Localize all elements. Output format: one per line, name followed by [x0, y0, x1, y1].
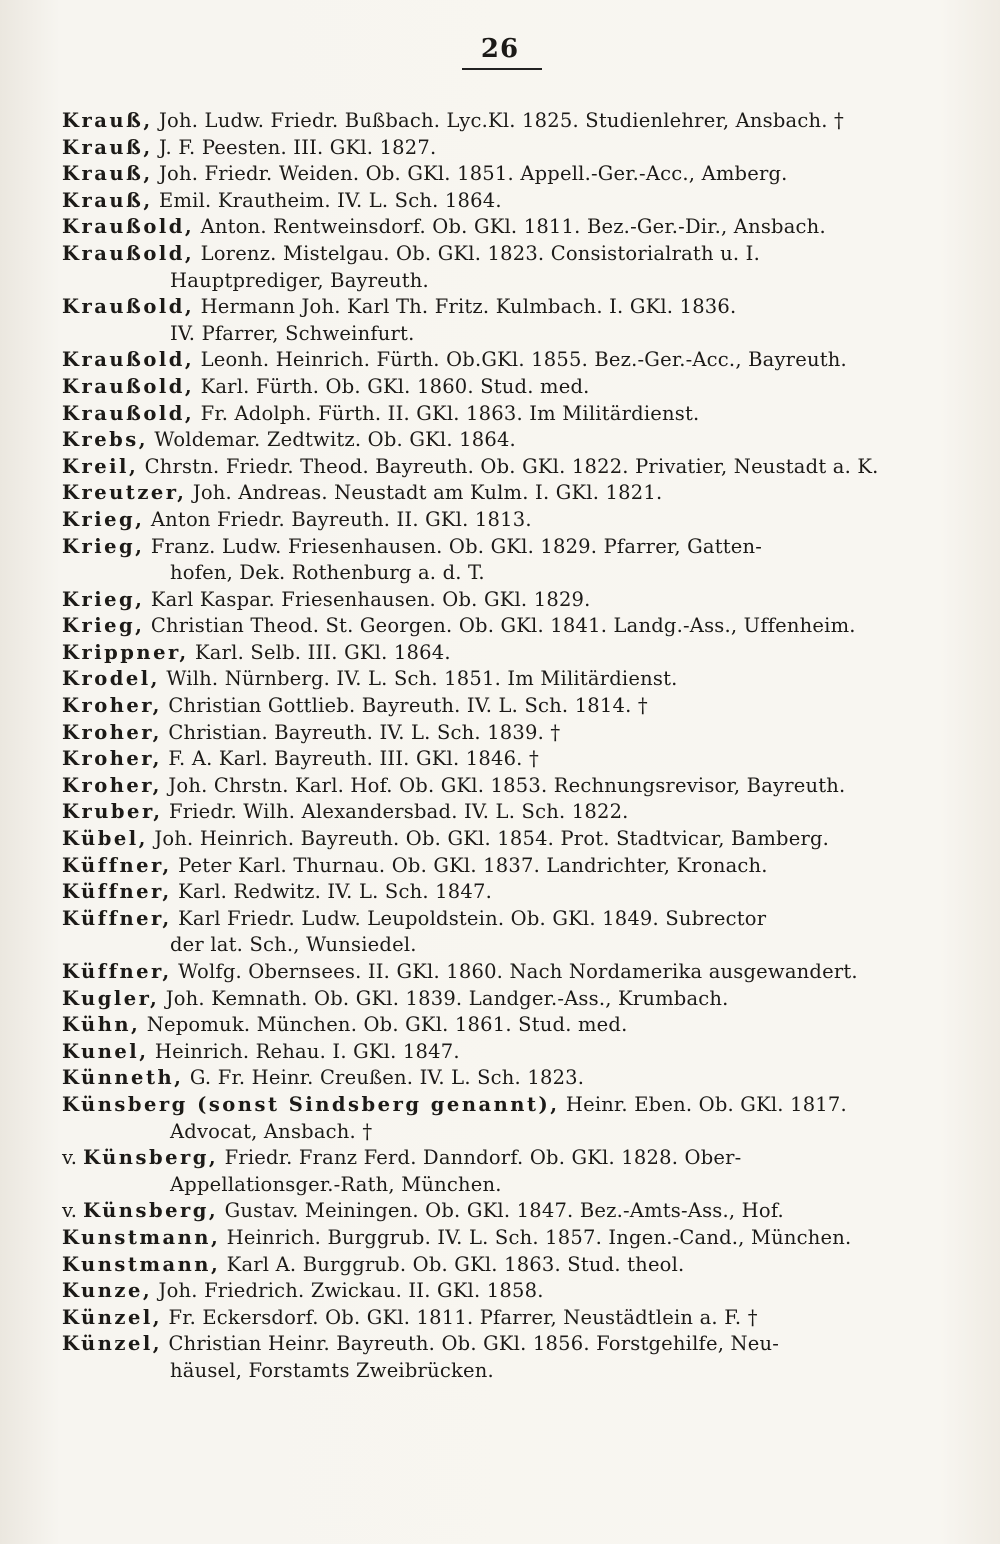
entry-surname: Künneth, — [62, 1066, 184, 1090]
register-entry — [62, 587, 942, 614]
register-entry — [62, 720, 942, 747]
entry-details: Heinrich. Burggrub. IV. L. Sch. 1857. Ingen.-Cand., München. — [220, 1225, 852, 1249]
entry-surname: Küffner, — [62, 960, 172, 983]
register-entry — [62, 799, 942, 826]
entry-continuation-text: Appellationsger.-Rath, München. — [170, 1172, 502, 1196]
entry-continuation-text: hofen, Dek. Rothenburg a. d. T. — [170, 561, 485, 585]
entry-surname: Kroher, — [62, 720, 162, 744]
entry-details: Joh. Andreas. Neustadt am Kulm. I. GKl. 1821. — [186, 481, 663, 505]
entry-details: Joh. Chrstn. Karl. Hof. Ob. GKl. 1853. Rechnungsrevisor, Bayreuth. — [161, 773, 846, 797]
register-entries — [62, 108, 942, 1385]
register-entry — [62, 613, 942, 640]
entry-details: Gustav. Meiningen. Ob. GKl. 1847. Bez.-Amts-Ass., Hof. — [218, 1199, 784, 1223]
entry-details: Peter Karl. Thurnau. Ob. GKl. 1837. Landrichter, Kronach. — [171, 853, 768, 877]
entry-details: Anton. Rentweinsdorf. Ob. GKl. 1811. Bez.-Ger.-Dir., Ansbach. — [194, 215, 826, 239]
register-entry — [62, 214, 942, 241]
entry-surname: Kraußold, — [62, 401, 195, 425]
entry-surname: Kraußold, — [62, 295, 195, 319]
entry-details: Christian Heinr. Bayreuth. Ob. GKl. 1856. Forstgehilfe, Neu- — [162, 1332, 780, 1356]
entry-details: Lorenz. Mistelgau. Ob. GKl. 1823. Consistorialrath u. I. — [194, 241, 760, 265]
entry-details: Franz. Ludw. Friesenhausen. Ob. GKl. 1829. Pfarrer, Gatten- — [144, 534, 763, 558]
register-entry — [62, 1331, 942, 1358]
entry-surname: Kraußold, — [62, 348, 195, 372]
entry-surname: Kruber, — [62, 800, 163, 824]
entry-surname: Kroher, — [62, 694, 162, 718]
entry-surname: Kunstmann, — [62, 1252, 221, 1276]
entry-prefix: v. — [62, 1199, 84, 1223]
register-entry — [62, 507, 942, 534]
register-entry — [62, 1145, 942, 1172]
register-entry — [62, 640, 942, 667]
register-entry — [62, 693, 942, 720]
entry-continuation-text: Hauptprediger, Bayreuth. — [170, 268, 429, 292]
entry-details: Friedr. Franz Ferd. Danndorf. Ob. GKl. 1828. Ober- — [218, 1146, 742, 1170]
entry-details: Christian Gottlieb. Bayreuth. IV. L. Sch. 1814. † — [161, 694, 648, 718]
entry-surname: Künzel, — [62, 1305, 163, 1329]
entry-details: Wilh. Nürnberg. IV. L. Sch. 1851. Im Militärdienst. — [159, 667, 678, 691]
register-entry-continuation — [62, 268, 942, 295]
entry-details: Fr. Eckersdorf. Ob. GKl. 1811. Pfarrer, Neustädtlein a. F. † — [162, 1305, 758, 1329]
entry-details: Hermann Joh. Karl Th. Fritz. Kulmbach. I. GKl. 1836. — [194, 295, 737, 319]
entry-details: Karl A. Burggrub. Ob. GKl. 1863. Stud. theol. — [220, 1252, 685, 1276]
entry-details: Joh. Heinrich. Bayreuth. Ob. GKl. 1854. Prot. Stadtvicar, Bamberg. — [147, 827, 830, 851]
register-entry — [62, 1039, 942, 1066]
register-entry — [62, 1198, 942, 1225]
register-entry — [62, 1065, 942, 1092]
register-entry-continuation — [62, 1172, 942, 1199]
register-entry — [62, 1092, 942, 1119]
entry-details: Karl. Selb. III. GKl. 1864. — [188, 640, 451, 664]
entry-surname: Kroher, — [62, 747, 162, 771]
register-entry — [62, 161, 942, 188]
entry-surname: Krieg, — [62, 534, 145, 558]
register-entry — [62, 879, 942, 906]
entry-details: Joh. Friedr. Weiden. Ob. GKl. 1851. Appell.-Ger.-Acc., Amberg. — [152, 162, 788, 186]
entry-details: Leonh. Heinrich. Fürth. Ob.GKl. 1855. Bez.-Ger.-Acc., Bayreuth. — [194, 348, 847, 372]
entry-surname: Kreutzer, — [62, 481, 187, 505]
entry-details: Joh. Friedrich. Zwickau. II. GKl. 1858. — [152, 1279, 544, 1303]
entry-details: Karl Friedr. Ludw. Leupoldstein. Ob. GKl. 1849. Subrector — [171, 906, 767, 930]
entry-details: Chrstn. Friedr. Theod. Bayreuth. Ob. GKl. 1822. Privatier, Neustadt a. K. — [138, 454, 879, 478]
entry-surname: Künsberg (sonst Sindsberg genannt), — [62, 1092, 560, 1116]
page-number: 26 — [480, 34, 520, 64]
register-entry — [62, 401, 942, 428]
entry-surname: Krauß, — [62, 188, 153, 212]
register-entry-continuation — [62, 1358, 942, 1385]
register-entry-continuation — [62, 932, 942, 959]
entry-surname: Kühn, — [62, 1013, 141, 1037]
register-entry — [62, 986, 942, 1013]
entry-details: Karl. Redwitz. IV. L. Sch. 1847. — [171, 880, 492, 904]
entry-details: Anton Friedr. Bayreuth. II. GKl. 1813. — [144, 507, 532, 531]
register-entry — [62, 1252, 942, 1279]
entry-surname: Krauß, — [62, 135, 153, 159]
register-entry — [62, 480, 942, 507]
entry-details: Nepomuk. München. Ob. GKl. 1861. Stud. med. — [140, 1013, 628, 1037]
entry-details: J. F. Peesten. III. GKl. 1827. — [152, 135, 437, 159]
entry-surname: Krieg, — [62, 587, 145, 611]
entry-surname: Küffner, — [62, 880, 172, 904]
register-entry — [62, 294, 942, 321]
entry-surname: Krippner, — [62, 640, 189, 664]
entry-details: Karl. Fürth. Ob. GKl. 1860. Stud. med. — [194, 374, 590, 398]
register-entry — [62, 135, 942, 162]
register-entry — [62, 773, 942, 800]
entry-details: G. Fr. Heinr. Creußen. IV. L. Sch. 1823. — [183, 1066, 585, 1090]
entry-details: F. A. Karl. Bayreuth. III. GKl. 1846. † — [161, 747, 539, 771]
entry-continuation-text: Advocat, Ansbach. † — [170, 1119, 373, 1143]
entry-details: Heinr. Eben. Ob. GKl. 1817. — [559, 1092, 847, 1116]
entry-surname: Krieg, — [62, 614, 145, 638]
entry-surname: Kübel, — [62, 827, 148, 851]
register-entry — [62, 534, 942, 561]
register-entry — [62, 1012, 942, 1039]
entry-surname: Kraußold, — [62, 374, 195, 398]
entry-surname: Küffner, — [62, 906, 172, 930]
entry-surname: Kugler, — [62, 986, 160, 1010]
entry-surname: Küffner, — [62, 853, 172, 877]
entry-details: Emil. Krautheim. IV. L. Sch. 1864. — [152, 188, 502, 212]
entry-details: Heinrich. Rehau. I. GKl. 1847. — [148, 1039, 460, 1063]
entry-details: Christian Theod. St. Georgen. Ob. GKl. 1841. Landg.-Ass., Uffenheim. — [144, 614, 856, 638]
register-entry — [62, 374, 942, 401]
entry-details: Fr. Adolph. Fürth. II. GKl. 1863. Im Militärdienst. — [194, 401, 700, 425]
register-entry — [62, 241, 942, 268]
register-entry — [62, 746, 942, 773]
entry-continuation-text: häusel, Forstamts Zweibrücken. — [170, 1358, 494, 1382]
entry-surname: Krauß, — [62, 109, 153, 132]
entry-continuation-text: IV. Pfarrer, Schweinfurt. — [170, 321, 415, 345]
register-entry — [62, 1305, 942, 1332]
entry-details: Friedr. Wilh. Alexandersbad. IV. L. Sch. 1822. — [162, 800, 629, 824]
entry-details: Wolfg. Obernsees. II. GKl. 1860. Nach Nordamerika ausgewandert. — [171, 960, 858, 983]
register-entry — [62, 906, 942, 933]
register-entry — [62, 108, 942, 135]
entry-prefix: v. — [62, 1146, 84, 1170]
register-entry — [62, 666, 942, 693]
register-entry-continuation — [62, 321, 942, 348]
entry-details: Christian. Bayreuth. IV. L. Sch. 1839. † — [161, 720, 561, 744]
entry-surname: Kraußold, — [62, 241, 195, 265]
entry-surname: Krebs, — [62, 428, 149, 452]
entry-details: Karl Kaspar. Friesenhausen. Ob. GKl. 1829. — [144, 587, 591, 611]
entry-details: Joh. Kemnath. Ob. GKl. 1839. Landger.-Ass., Krumbach. — [159, 986, 729, 1010]
register-entry — [62, 454, 942, 481]
register-entry-continuation — [62, 560, 942, 587]
entry-surname: Kreil, — [62, 454, 139, 478]
entry-surname: Krauß, — [62, 162, 153, 186]
entry-surname: Künsberg, — [83, 1146, 219, 1170]
entry-surname: Kunstmann, — [62, 1225, 221, 1249]
entry-surname: Krieg, — [62, 507, 145, 531]
register-entry — [62, 347, 942, 374]
register-entry — [62, 1278, 942, 1305]
entry-surname: Krodel, — [62, 667, 160, 691]
entry-continuation-text: der lat. Sch., Wunsiedel. — [170, 933, 417, 957]
entry-surname: Kraußold, — [62, 215, 195, 239]
register-entry — [62, 959, 942, 986]
register-entry — [62, 853, 942, 880]
entry-details: Woldemar. Zedtwitz. Ob. GKl. 1864. — [148, 428, 516, 452]
register-entry-continuation — [62, 1119, 942, 1146]
entry-surname: Künzel, — [62, 1332, 163, 1356]
register-entry — [62, 826, 942, 853]
register-entry — [62, 1225, 942, 1252]
entry-surname: Kroher, — [62, 773, 162, 797]
entry-surname: Kunze, — [62, 1279, 153, 1303]
register-entry — [62, 427, 942, 454]
entry-surname: Kunel, — [62, 1039, 149, 1063]
entry-details: Joh. Ludw. Friedr. Bußbach. Lyc.Kl. 1825. Studienlehrer, Ansbach. † — [152, 109, 844, 132]
entry-surname: Künsberg, — [83, 1199, 219, 1223]
register-entry — [62, 188, 942, 215]
page-number-underline — [462, 68, 542, 70]
